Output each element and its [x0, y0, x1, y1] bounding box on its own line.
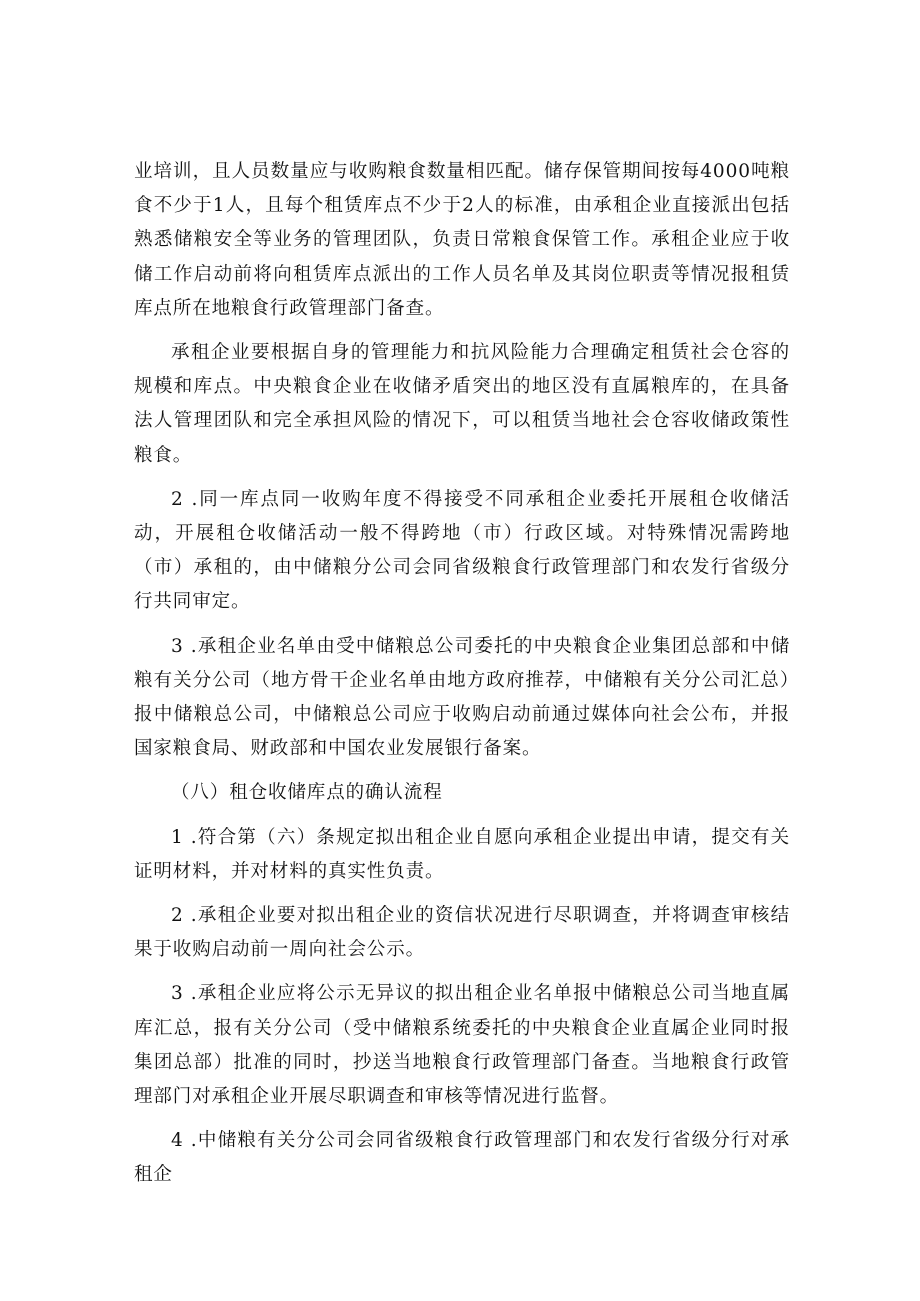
- paragraph-confirm-step-1: 1 .符合第（六）条规定拟出租企业自愿向承租企业提出申请，提交有关证明材料，并对材料的真实性负责。: [134, 826, 790, 882]
- paragraph-confirm-step-2: 2 .承租企业要对拟出租企业的资信状况进行尽职调查，并将调查审核结果于收购启动前一周向社会公示。: [134, 905, 790, 961]
- paragraph-item-2-single-lessee: 2 .同一库点同一收购年度不得接受不同承租企业委托开展租仓收储活动，开展租仓收储活动一般不得跨地（市）行政区域。对特殊情况需跨地（市）承租的，由中储粮分公司会同省级粮食行政管理部门和农发行省级分行共同审定。: [134, 488, 790, 613]
- section-heading-8: （八）租仓收储库点的确认流程: [171, 782, 443, 804]
- paragraph-item-3-lessee-list: 3 .承租企业名单由受中储粮总公司委托的中央粮食企业集团总部和中储粮有关分公司（地方骨干企业名单由地方政府推荐，中储粮有关分公司汇总）报中储粮总公司，中储粮总公司应于收购启动前通过媒体向社会公布，并报国家粮食局、财政部和中国农业发展银行备案。: [134, 635, 790, 760]
- document-body: [134, 155, 790, 1203]
- paragraph-staffing-continued: 业培训，且人员数量应与收购粮食数量相匹配。储存保管期间按每4000吨粮食不少于1人，且每个租赁库点不少于2人的标准，由承租企业直接派出包括熟悉储粮安全等业务的管理团队，负责日常粮食保管工作。承租企业应于收储工作启动前将向租赁库点派出的工作人员名单及其岗位职责等情况报租赁库点所在地粮食行政管理部门备查。: [134, 161, 790, 319]
- paragraph-lease-scale: 承租企业要根据自身的管理能力和抗风险能力合理确定租赁社会仓容的规模和库点。中央粮食企业在收储矛盾突出的地区没有直属粮库的，在具备法人管理团队和完全承担风险的情况下，可以租赁当地社会仓容收储政策性粮食。: [134, 342, 790, 466]
- paragraph-confirm-step-4: 4 .中储粮有关分公司会同省级粮食行政管理部门和农发行省级分行对承租企: [134, 1130, 790, 1186]
- paragraph-confirm-step-3: 3 .承租企业应将公示无异议的拟出租企业名单报中储粮总公司当地直属库汇总，报有关分公司（受中储粮系统委托的中央粮食企业直属企业同时报集团总部）批准的同时，抄送当地粮食行政管理部门备查。当地粮食行政管理部门对承租企业开展尽职调查和审核等情况进行监督。: [134, 983, 790, 1108]
